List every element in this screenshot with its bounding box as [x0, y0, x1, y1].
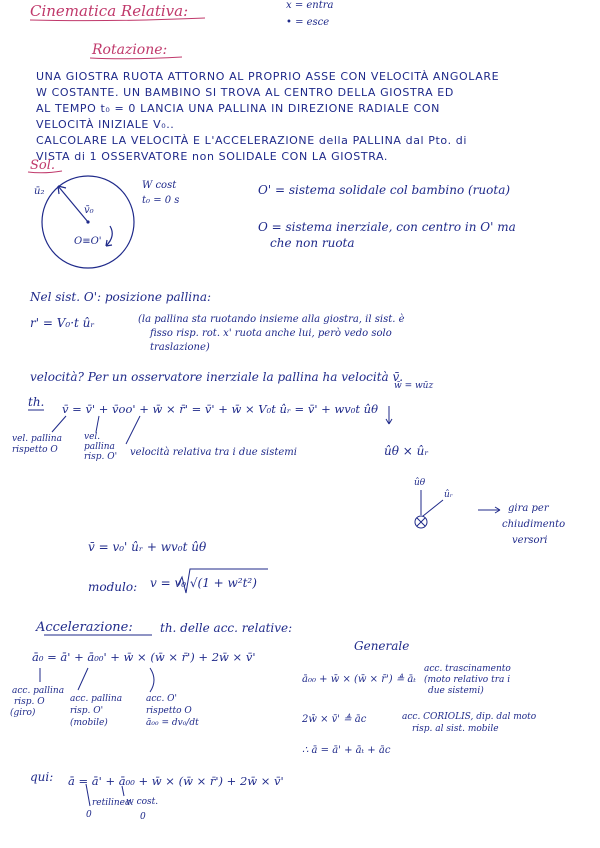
coriolis-label-2: risp. al sist. mobile	[412, 724, 499, 734]
qui-under-a2-1: 0	[140, 812, 146, 822]
radial-vector-label: ū₂	[34, 186, 45, 197]
position-note-1: (la pallina sta ruotando insieme alla giostra, il sist. è	[138, 314, 405, 325]
t0-label: t₀ = 0 s	[142, 195, 180, 206]
center-label: O≡O'	[74, 236, 102, 247]
section-rotation-title: Rotazione:	[92, 42, 168, 58]
drag-eq: ā₀₀ + w̄ × (w̄ × r̄') ≜ āₜ	[302, 674, 416, 685]
def-o1: O' = sistema solidale col bambino (ruota)	[258, 183, 511, 197]
problem-line-4: VELOCITÀ INIZIALE V₀..	[36, 118, 175, 131]
position-title: Nel sist. O': posizione pallina:	[30, 290, 212, 304]
legend-exit: • = esce	[286, 17, 330, 28]
modulus-eq: v = v₀ √(1 + w²t²)	[150, 576, 257, 590]
acc-pallina-O1-1: acc. pallina	[70, 694, 123, 704]
acc-pallina-O1-3: (mobile)	[70, 718, 108, 728]
cross-product-label: ûθ × ûᵣ	[384, 444, 429, 458]
omega-def: w̄ = wūz	[394, 381, 434, 391]
modulus-label: modulo:	[88, 580, 138, 594]
acc-O1-1: acc. O'	[146, 694, 178, 704]
def-o-cont: che non ruota	[270, 236, 355, 250]
vel-pallina-O1-1: vel.	[84, 432, 101, 442]
acceleration-th: th. delle acc. relative:	[160, 621, 293, 635]
problem-line-5: CALCOLARE LA VELOCITÀ E L'ACCELERAZIONE della PALLINA dal Pto. di	[36, 134, 468, 147]
acc-pallina-1: acc. pallina	[12, 686, 65, 696]
drag-label-1: acc. trascinamento	[424, 664, 511, 674]
def-o: O = sistema inerziale, con centro in O' ma	[258, 220, 516, 234]
v0-label: v̄₀	[84, 205, 94, 216]
legend-enter: x = entra	[286, 0, 334, 11]
vel-pallina-O-2: rispetto O	[12, 445, 58, 455]
problem-line-3: AL TEMPO t₀ = 0 LANCIA UNA PALLINA IN DIREZIONE RADIALE CON	[36, 102, 441, 115]
acc-pallina-2: risp. O	[14, 697, 45, 707]
vel-relative-label: velocità relativa tra i due sistemi	[130, 447, 297, 458]
acc-pallina-3: (giro)	[10, 708, 36, 718]
qui-eq: ā = ā' + ā₀₀ + w̄ × (w̄ × r̄') + 2w̄ × v̄'	[68, 774, 284, 788]
u-r-label: ûᵣ	[444, 490, 453, 500]
w-cost-label: W cost	[142, 180, 177, 191]
versor-note-2: chiudimento	[502, 519, 566, 530]
position-eq: r' = V₀·t ûᵣ	[30, 316, 95, 330]
vel-pallina-O1-3: risp. O'	[84, 452, 118, 462]
qui-under-a1-2: retilinea.	[92, 798, 134, 808]
acc-O1-3: ā₀₀ = dv₀/dt	[146, 718, 199, 728]
acc-pallina-O1-2: risp. O'	[70, 706, 104, 716]
acceleration-title: Accelerazione:	[36, 620, 133, 635]
qui-under-a2-2: w cost.	[126, 797, 159, 807]
versor-note-3: versori	[512, 535, 548, 546]
vel-pallina-O-1: vel. pallina	[12, 434, 62, 444]
drag-label-2: (moto relativo tra i	[424, 675, 511, 685]
velocity-final: v̄ = v₀' ûᵣ + wv₀t ûθ	[88, 540, 207, 554]
qui-under-a1-1: 0	[86, 810, 92, 820]
velocity-question: velocità? Per un osservatore inerziale la pallina ha velocità v̄.	[30, 370, 404, 384]
vel-pallina-O1-2: pallina	[84, 442, 115, 452]
qui-label: qui:	[30, 770, 54, 784]
problem-line-6: VISTA di 1 OSSERVATORE non SOLIDALE CON LA GIOSTRA.	[36, 150, 389, 163]
sum-eq: ∴ ā = ā' + āₜ + āc	[302, 745, 391, 756]
position-note-3: traslazione)	[150, 342, 210, 353]
acceleration-main-eq: ā₀ = ā' + ā₀₀' + w̄ × (w̄ × r̄') + 2w̄ × v̄'	[32, 650, 256, 664]
th-label: th.	[28, 395, 45, 409]
coriolis-eq: 2w̄ × v̄' ≜ āc	[302, 714, 367, 725]
problem-line-2: W COSTANTE. UN BAMBINO SI TROVA AL CENTRO DELLA GIOSTRA ED	[36, 86, 454, 99]
versor-note-1: gira per	[508, 503, 549, 514]
acc-O1-2: rispetto O	[146, 706, 192, 716]
problem-line-1: UNA GIOSTRA RUOTA ATTORNO AL PROPRIO ASSE CON VELOCITÀ ANGOLARE	[36, 70, 500, 83]
page-title: Cinematica Relativa:	[30, 2, 189, 20]
radial-vector-arrow	[58, 186, 88, 222]
general-label: Generale	[354, 639, 410, 653]
u-theta-label: ûθ	[414, 478, 426, 488]
velocity-eq: v̄ = v̄' + v̄oo' + w̄ × r̄' = v̄' + w̄ × V₀t ûᵣ = v̄' + wv₀t ûθ	[62, 402, 378, 416]
position-note-2: fisso risp. rot. x' ruota anche lui, però vedo solo	[150, 328, 392, 339]
drag-label-3: due sistemi)	[428, 686, 484, 696]
coriolis-label-1: acc. CORIOLIS, dip. dal moto	[402, 712, 537, 722]
solution-label: Sol.	[30, 158, 56, 173]
